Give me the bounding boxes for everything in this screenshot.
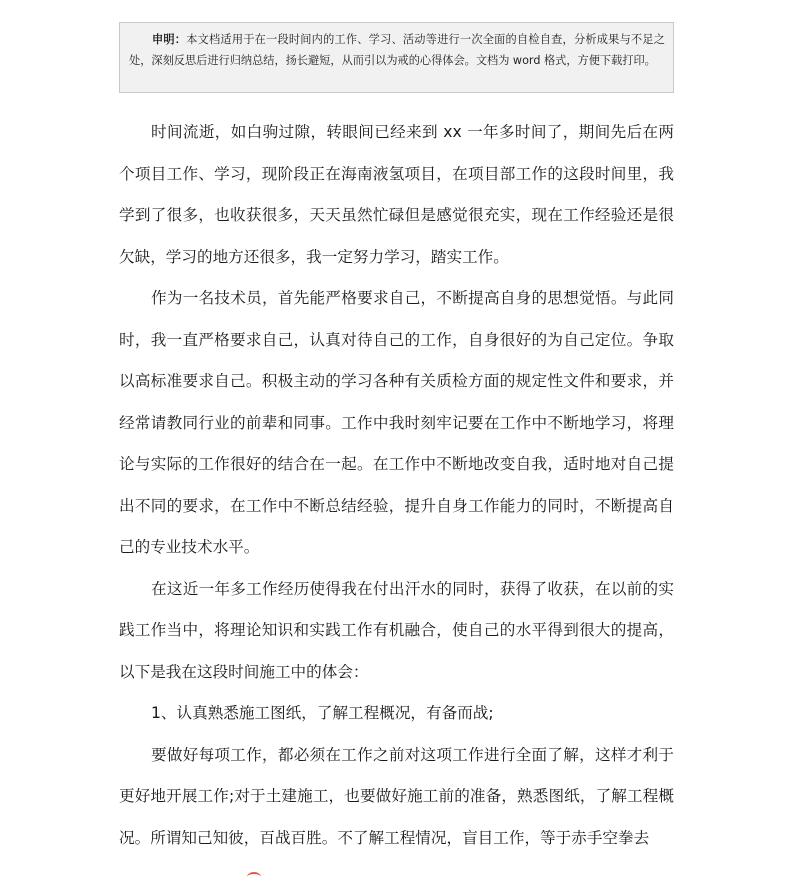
disclaimer-label: 申明：	[152, 33, 187, 46]
document-body	[119, 112, 674, 859]
paragraph-drawings: 要做好每项工作，都必须在工作之前对这项工作进行全面了解，这样才利于更好地开展工作;对于土建施工，也要做好施工前的准备，熟悉图纸，了解工程概况。所谓知己知彼，百战百胜。不了解工程情况，盲目工作，等于赤手空拳去	[119, 745, 674, 847]
paragraph-intro: 时间流逝，如白驹过隙，转眼间已经来到 xx 一年多时间了，期间先后在两个项目工作、学习，现阶段正在海南液氢项目，在项目部工作的这段时间里，我学到了很多，也收获很多，天天虽然忙碌但是感觉很充实，现在工作经验还是很欠缺，学习的地方还很多，我一定努力学习，踏实工作。	[119, 123, 674, 266]
paragraph-experience: 在这近一年多工作经历使得我在付出汗水的同时，获得了收获，在以前的实践工作当中，将理论知识和实践工作有机融合，使自己的水平得到很大的提高，以下是我在这段时间施工中的体会：	[119, 579, 674, 681]
paragraph-heading-1: 1、认真熟悉施工图纸，了解工程概况，有备而战;	[151, 704, 494, 722]
red-mark-decoration	[247, 872, 261, 882]
paragraph-technician-role: 作为一名技术员，首先能严格要求自己，不断提高自身的思想觉悟。与此同时，我一直严格要求自己，认真对待自己的工作，自身很好的为自己定位。争取以高标准要求自己。积极主动的学习各种有关质检方面的规定性文件和要求，并经常请教同行业的前辈和同事。工作中我时刻牢记要在工作中不断地学习，将理论与实际的工作很好的结合在一起。在工作中不断地改变自我，适时地对自己提出不同的要求，在工作中不断总结经验，提升自身工作能力的同时，不断提高自己的专业技术水平。	[119, 289, 674, 556]
disclaimer-text: 本文档适用于在一段时间内的工作、学习、活动等进行一次全面的自检自查，分析成果与不足之处，深刻反思后进行归纳总结，扬长避短，从而引以为戒的心得体会。文档为 word 格式，方便下载打印。	[129, 33, 665, 67]
disclaimer-box	[119, 22, 674, 93]
